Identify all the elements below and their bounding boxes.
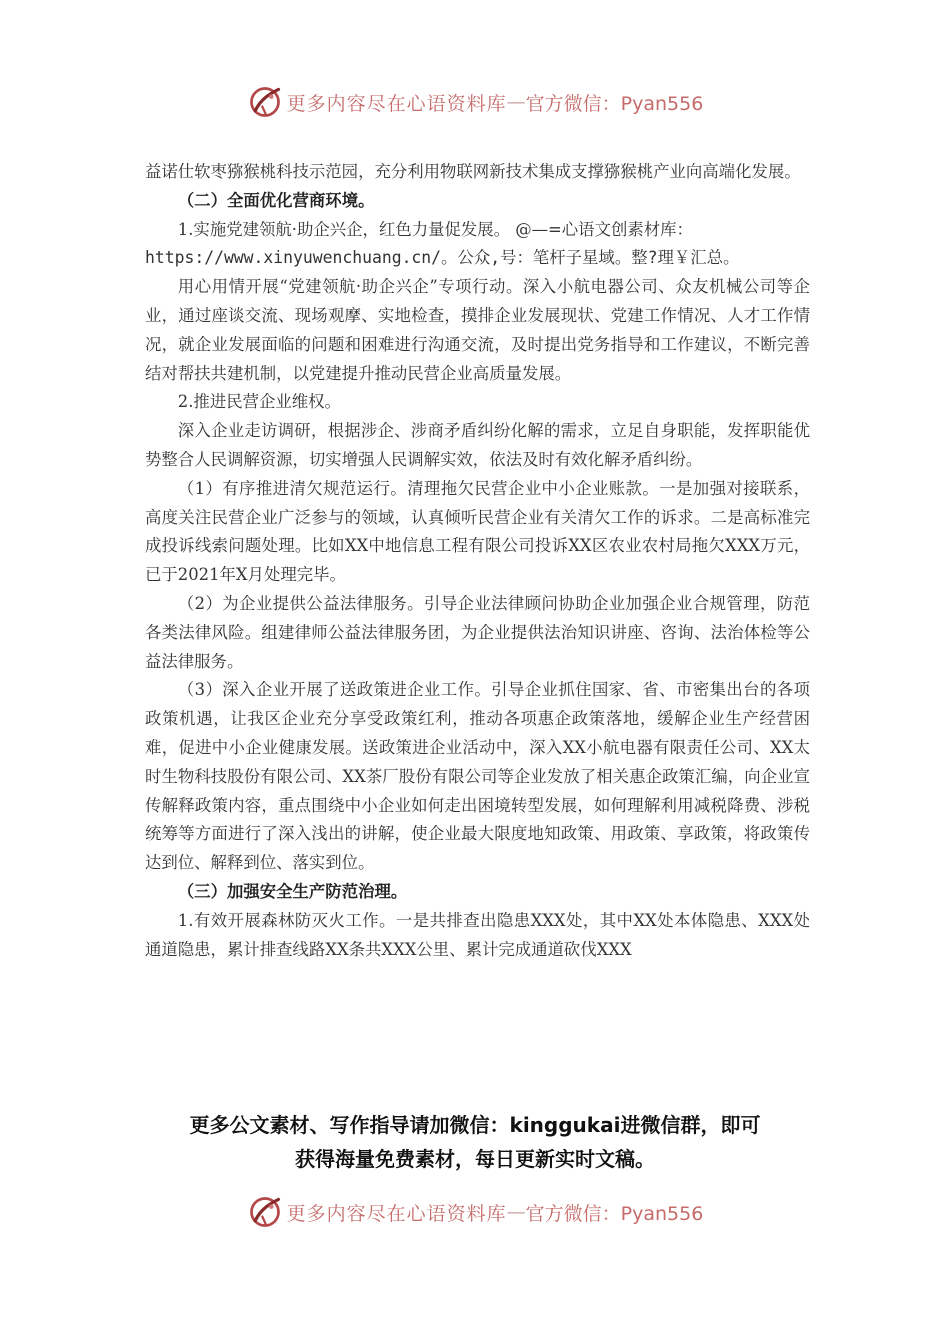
paragraph: （3）深入企业开展了送政策进企业工作。引导企业抓住国家、省、市密集出台的各项政策机遇，让我区企业充分享受政策红利，推动各项惠企政策落地，缓解企业生产经营困难，促进中小企业健康发展。送政策进企业活动中，深入XX小航电器有限责任公司、XX太时生物科技股份有限公司、XX茶厂股份有限公司等企业发放了相关惠企政策汇编，向企业宣传解释政策内容，重点围绕中小企业如何走出困境转型发展，如何理解利用减税降费、涉税统筹等方面进行了深入浅出的讲解，使企业最大限度地知政策、用政策、享政策，将政策传达到位、解释到位、落实到位。 <box>145 680 810 873</box>
banner-wechat: 官方微信：Pyan556 <box>525 1202 704 1225</box>
paragraph: （2）为企业提供公益法律服务。引导企业法律顾问协助企业加强企业合规管理，防范各类法律风险。组建律师公益法律服务团，为企业提供法治知识讲座、咨询、法治体检等公益法律服务。 <box>145 593 810 671</box>
footer-banner <box>0 1190 950 1234</box>
banner-separator: — <box>506 91 526 113</box>
paragraph: 益诺仕软枣猕猴桃科技示范园，充分利用物联网新技术集成支撑猕猴桃产业向高端化发展。 <box>145 162 801 181</box>
brand-logo-icon <box>247 1194 283 1230</box>
footer-note-line1: 更多公文素材、写作指导请加微信：kinggukai进微信群，即可 <box>189 1113 761 1137</box>
paragraph: （1）有序推进清欠规范运行。清理拖欠民营企业中小企业账款。一是加强对接联系，高度关注民营企业广泛参与的领域，认真倾听民营企业有关清欠工作的诉求。二是高标准完成投诉线索问题处理。比如XX中地信息工程有限公司投诉XX区农业农村局拖欠XXX万元，已于2021年X月处理完毕。 <box>145 478 810 585</box>
url-line: https://www.xinyuwenchuang.cn/。公众,号：笔杆子星域。整?理￥汇总。 <box>145 248 740 268</box>
banner-wechat: 官方微信：Pyan556 <box>525 92 704 115</box>
document-body <box>145 158 810 964</box>
section-heading: （二）全面优化营商环境。 <box>177 190 375 210</box>
paragraph: 1.有效开展森林防灭火工作。一是共排查出隐患XXX处，其中XX处本体隐患、XXX处通道隐患，累计排查线路XX条共XXX公里、累计完成通道砍伐XXX <box>145 910 810 959</box>
paragraph: 2.推进民营企业维权。 <box>177 392 341 412</box>
paragraph: 1.实施党建领航·助企兴企，红色力量促发展。 @—=心语文创素材库： <box>177 219 693 239</box>
header-banner <box>0 80 950 124</box>
section-heading: （三）加强安全生产防范治理。 <box>177 881 408 901</box>
banner-separator: — <box>506 1201 526 1223</box>
paragraph: 用心用情开展“党建领航·助企兴企”专项行动。深入小航电器公司、众友机械公司等企业，通过座谈交流、现场观摩、实地检查，摸排企业发展现状、党建工作情况、人才工作情况，就企业发展面临的问题和困难进行沟通交流，及时提出党务指导和工作建议，不断完善结对帮扶共建机制，以党建提升推动民营企业高质量发展。 <box>145 277 810 383</box>
footer-note-line2: 获得海量免费素材，每日更新实时文稿。 <box>295 1147 655 1171</box>
footer-note <box>0 1108 950 1176</box>
paragraph: 深入企业走访调研，根据涉企、涉商矛盾纠纷化解的需求，立足自身职能，发挥职能优势整合人民调解资源，切实增强人民调解实效，依法及时有效化解矛盾纠纷。 <box>145 421 810 469</box>
banner-title: 更多内容尽在心语资料库 <box>286 1202 507 1225</box>
banner-title: 更多内容尽在心语资料库 <box>286 92 507 115</box>
brand-logo-icon <box>247 84 283 120</box>
